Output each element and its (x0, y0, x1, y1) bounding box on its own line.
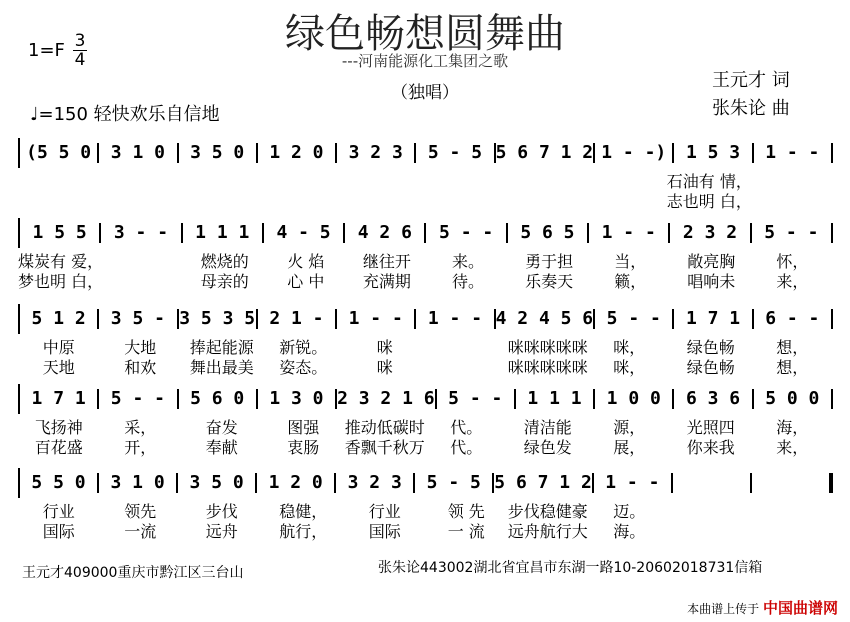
lyric-segment: 光照四 (686, 418, 735, 437)
lyric-segment: 和欢 (124, 358, 157, 377)
lyric-segment: 咪， (613, 338, 646, 357)
measure: 3 5 3 5 (179, 308, 256, 329)
lyric-segment (103, 252, 184, 272)
lyric-segment: 继往开 (362, 252, 411, 271)
composer-address: 张朱论443002湖北省宜昌市东湖一路10-20602018731信箱 (378, 560, 763, 576)
lyric-segment (586, 172, 667, 192)
lyric-line (18, 358, 833, 378)
lyric-line (18, 172, 833, 192)
measure: 1 - - (765, 142, 820, 163)
lyric-segment: 大地 (124, 338, 157, 357)
measure: 1 - - (427, 308, 483, 329)
time-sig-numerator: 3 (74, 31, 86, 51)
lyricist-address: 王元才409000重庆市黔江区三台山 (22, 565, 244, 581)
barline (831, 223, 833, 243)
lyric-segment: 姿态。 (279, 358, 328, 377)
lyric-segment: 捧起能源 (189, 338, 254, 357)
lyric-segment: 待。 (452, 272, 485, 291)
lyric-segment (180, 192, 261, 212)
lyric-segment (423, 192, 504, 212)
composer-credit: 张朱论 曲 (712, 98, 790, 119)
measure: 5 - - (764, 222, 819, 243)
lyric-segment (342, 192, 423, 212)
lyric-segment: 推动低碳时 (344, 418, 425, 437)
measure: 3 2 3 (348, 142, 403, 163)
notation-row (18, 218, 833, 248)
lyric-segment: 石油有 情， (666, 172, 752, 191)
lyric-segment: 采， (124, 418, 157, 437)
lyric-segment: 开， (124, 438, 157, 457)
lyric-segment: 图强 (287, 418, 320, 437)
lyric-segment: 勇于担 (525, 252, 574, 271)
lyric-segment: 衷肠 (287, 438, 320, 457)
lyric-segment: 展， (613, 438, 646, 457)
lyric-line (18, 502, 833, 522)
lyric-segment (342, 172, 423, 192)
lyric-line (18, 522, 833, 542)
measure: 1 5 3 (685, 142, 741, 163)
lyric-segment: 国际 (368, 522, 401, 541)
measure: 1 7 1 (31, 388, 86, 409)
lyric-segment: 一流 (124, 522, 157, 541)
lyric-segment (18, 172, 99, 192)
measure: 1 5 5 (32, 222, 87, 243)
measure: 3 1 0 (110, 142, 165, 163)
lyric-segment: 志也明 白， (666, 192, 752, 211)
measure: 1 - - (605, 472, 660, 493)
measure: 5 - - (110, 388, 165, 409)
subtitle: ---河南能源化工集团之歌 (341, 52, 509, 70)
lyric-segment: 你来我 (686, 438, 735, 457)
lyric-segment: 舞出最美 (189, 358, 254, 377)
lyric-segment: 稳健， (279, 502, 328, 521)
barline (831, 309, 833, 329)
lyric-segment: 绿色畅 (686, 358, 735, 377)
lyric-segment: 天地 (42, 358, 75, 377)
measure: 5 - - (439, 222, 494, 243)
measure: 6 - - (765, 308, 820, 329)
lyric-segment: 绿色发 (523, 438, 572, 457)
measure: 3 - - (113, 222, 169, 243)
measure: 1 1 1 (527, 388, 582, 409)
lyric-segment (99, 192, 180, 212)
measure: 5 - 5 (426, 472, 481, 493)
lyric-segment: 步伐 (205, 502, 238, 521)
lyric-segment: 海， (776, 418, 809, 437)
upload-credit (687, 597, 838, 618)
lyric-segment (752, 172, 833, 192)
lyric-line (18, 418, 833, 438)
lyric-segment: 百花盛 (34, 438, 83, 457)
page-title: 绿色畅想圆舞曲 (285, 11, 565, 57)
site-logo: 中国曲谱网 (762, 599, 838, 617)
lyric-segment: 咪咪咪咪咪 (507, 358, 588, 377)
notation-row (18, 138, 833, 168)
lyric-segment: 海。 (613, 522, 646, 541)
lyric-segment (752, 192, 833, 212)
measure: 1 7 1 (685, 308, 741, 329)
lyric-segment: 香飘千秋万 (344, 438, 425, 457)
lyric-segment: 籁， (614, 272, 647, 291)
lyric-line (18, 338, 833, 358)
measure: 2 3 2 1 6 (337, 388, 435, 409)
lyric-segment: 来， (776, 438, 809, 457)
lyricist-credit: 王元才 词 (712, 70, 790, 91)
lyric-segment (505, 172, 586, 192)
performance-note: （独唱） (391, 83, 459, 103)
measure: 1 1 1 (195, 222, 250, 243)
measure: 5 - 5 (427, 142, 483, 163)
lyric-segment (670, 522, 752, 542)
lyric-line (18, 192, 833, 212)
lyric-segment (18, 192, 99, 212)
notation-row (18, 468, 833, 498)
lyric-segment: 当， (614, 252, 647, 271)
barline (831, 143, 833, 163)
lyric-segment: 中原 (42, 338, 75, 357)
lyric-segment: 煤炭有 爱， (18, 252, 104, 271)
measure: 5 6 7 1 2 (494, 472, 592, 493)
lyric-segment: 咪咪咪咪咪 (507, 338, 588, 357)
tempo-marking: ♩=150 轻快欢乐自信地 (30, 104, 220, 125)
measure: 5 - - (448, 388, 503, 409)
upload-text: 本曲谱上传于 (687, 602, 760, 616)
lyric-segment: 乐奏天 (525, 272, 574, 291)
lyric-segment: 来， (776, 272, 809, 291)
measure: 5 6 0 (190, 388, 245, 409)
measure: 1 2 0 (269, 142, 324, 163)
lyric-segment: 燃烧的 (200, 252, 249, 271)
lyric-segment: 奋发 (205, 418, 238, 437)
lyric-segment (586, 192, 667, 212)
measure (752, 468, 829, 498)
lyric-segment: 想， (776, 338, 809, 357)
barline (829, 473, 833, 493)
lyric-segment: 来。 (452, 252, 485, 271)
measure: 5 1 2 (31, 308, 86, 329)
measure: 3 5 0 (189, 472, 244, 493)
lyric-segment: 梦也明 白， (18, 272, 104, 291)
lyric-segment: 母亲的 (200, 272, 249, 291)
measure: 4 2 6 (357, 222, 412, 243)
lyric-segment: 清洁能 (523, 418, 572, 437)
lyric-segment: 咪 (376, 338, 393, 357)
lyric-segment: 想， (776, 358, 809, 377)
lyric-segment: 咪 (376, 358, 393, 377)
measure: 5 6 5 (520, 222, 575, 243)
key-signature: 1=F (28, 40, 65, 61)
measure: 2 1 - (269, 308, 324, 329)
measure: 5 - - (606, 308, 661, 329)
measure: 3 2 3 (347, 472, 402, 493)
measure: 1 - - (348, 308, 403, 329)
lyric-segment: 怀， (776, 252, 809, 271)
lyric-segment: 唱响未 (687, 272, 736, 291)
measure: 5 6 7 1 2 (495, 142, 594, 163)
lyric-segment (752, 502, 834, 522)
measure: 1 3 0 (269, 388, 324, 409)
barline (831, 389, 833, 409)
measure: 3 5 - (110, 308, 165, 329)
lyric-segment: 领先 (124, 502, 157, 521)
lyric-segment (426, 338, 508, 358)
lyric-segment (103, 272, 184, 292)
lyric-segment: 行业 (368, 502, 401, 521)
lyric-line (18, 252, 833, 272)
lyric-segment: 心 中 (287, 272, 325, 291)
lyric-segment (752, 522, 834, 542)
lyric-segment (426, 358, 508, 378)
measure: 1 2 0 (268, 472, 323, 493)
measure: (5 5 0 (26, 142, 92, 163)
lyric-segment: 火 焰 (287, 252, 325, 271)
notation-row (18, 304, 833, 334)
measure (673, 468, 750, 498)
notation-row (18, 384, 833, 414)
lyric-segment (670, 502, 752, 522)
lyric-segment: 源， (613, 418, 646, 437)
measure: 6 3 6 (685, 388, 741, 409)
lyric-segment: 敞亮胸 (687, 252, 736, 271)
lyric-segment: 迈。 (613, 502, 646, 521)
lyric-segment: 绿色畅 (686, 338, 735, 357)
lyric-segment (99, 172, 180, 192)
lyric-segment: 代。 (450, 438, 483, 457)
time-sig-denominator: 4 (74, 50, 86, 70)
lyric-segment: 代。 (450, 418, 483, 437)
lyric-segment (261, 192, 342, 212)
lyric-line (18, 438, 833, 458)
measure: 3 1 0 (110, 472, 165, 493)
measure: 2 3 2 (682, 222, 738, 243)
lyric-segment: 新锐。 (279, 338, 328, 357)
lyric-segment: 飞扬神 (34, 418, 83, 437)
measure: 4 2 4 5 6 (495, 308, 594, 329)
lyric-segment: 奉献 (205, 438, 238, 457)
measure: 4 - 5 (276, 222, 331, 243)
lyric-segment (423, 172, 504, 192)
time-signature (73, 32, 87, 69)
lyric-segment (180, 172, 261, 192)
lyric-segment: 远舟航行大 (507, 522, 588, 541)
lyric-segment: 一 流 (447, 522, 485, 541)
lyric-segment: 国际 (42, 522, 75, 541)
measure: 5 0 0 (765, 388, 820, 409)
lyric-segment: 远舟 (205, 522, 238, 541)
measure: 5 5 0 (31, 472, 86, 493)
lyric-segment: 行业 (42, 502, 75, 521)
lyric-segment: 航行， (279, 522, 328, 541)
measure: 1 - - (601, 222, 656, 243)
lyric-segment: 充满期 (362, 272, 411, 291)
lyric-line (18, 272, 833, 292)
measure: 1 - -) (601, 142, 667, 163)
lyric-segment (505, 192, 586, 212)
lyric-segment (261, 172, 342, 192)
lyric-segment: 领 先 (447, 502, 485, 521)
lyric-segment: 步伐稳健豪 (507, 502, 588, 521)
measure: 3 5 0 (190, 142, 245, 163)
measure: 1 0 0 (606, 388, 661, 409)
lyric-segment: 咪， (613, 358, 646, 377)
